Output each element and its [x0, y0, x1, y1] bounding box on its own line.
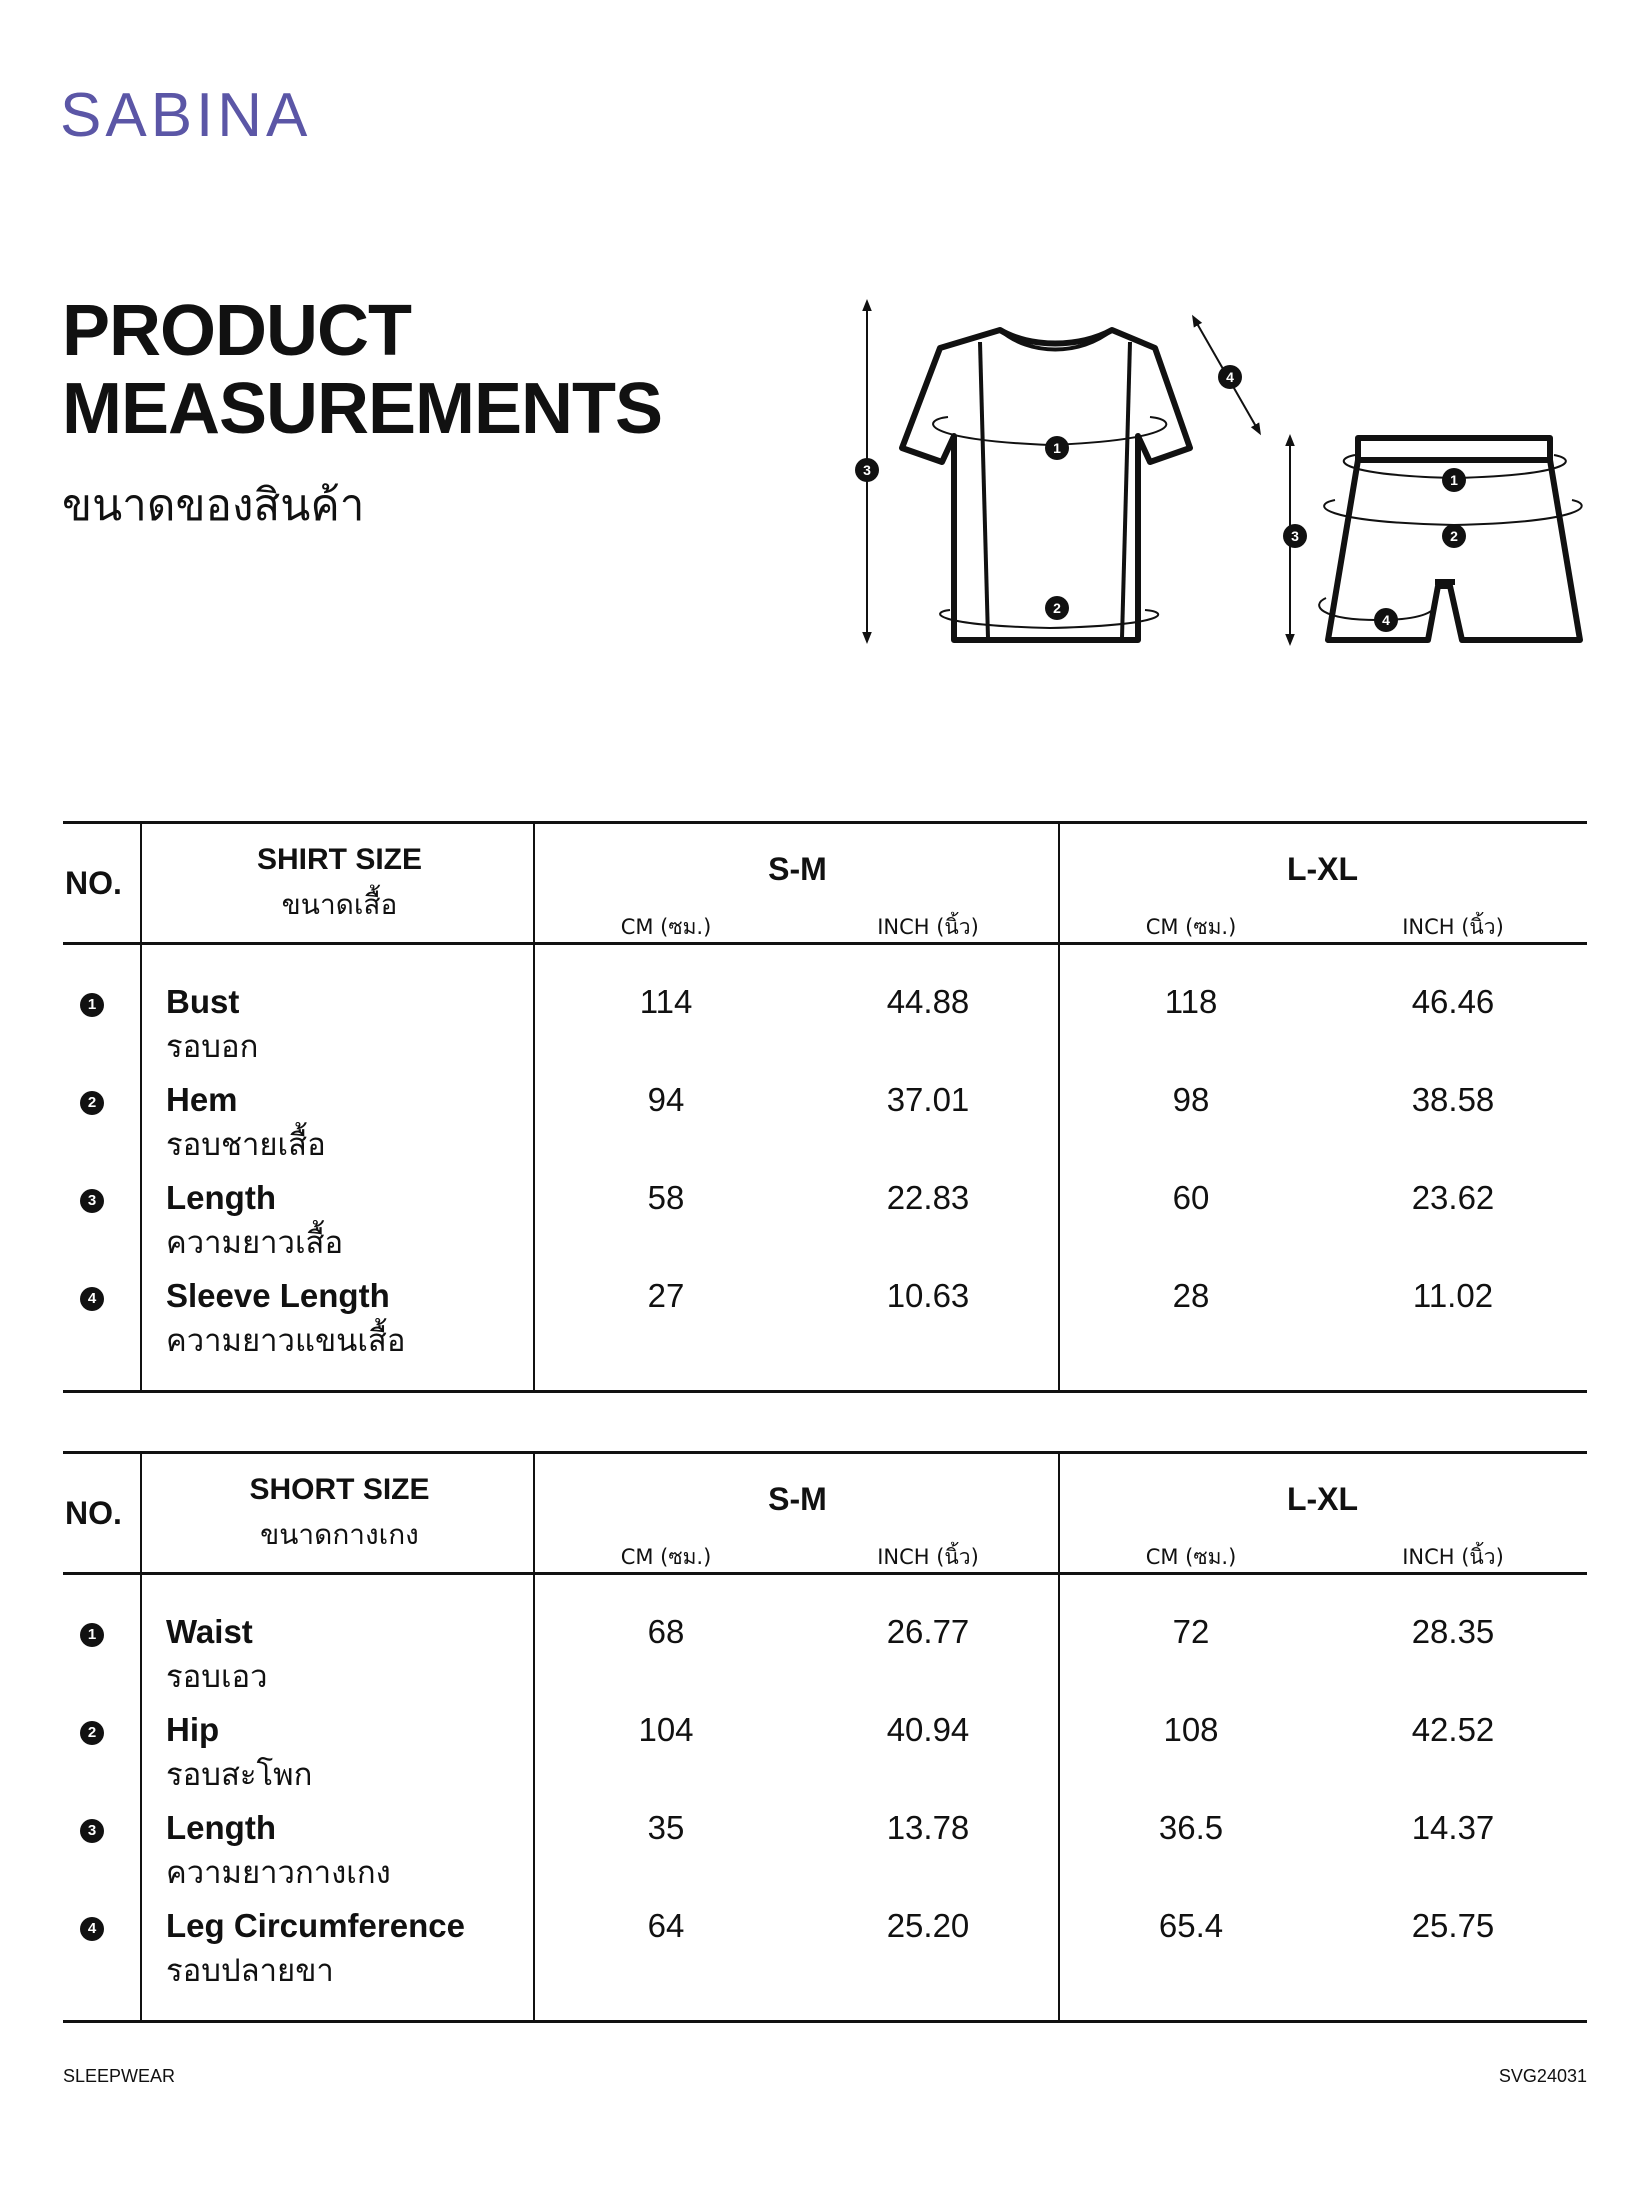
value-cell: 118 — [1164, 983, 1218, 1020]
unit-header: INCH (นิ้ว) — [1402, 915, 1504, 939]
row-number-badge: 3 — [80, 1189, 104, 1213]
value-cell: 94 — [647, 1081, 685, 1118]
measurement-name: Bust — [166, 983, 240, 1020]
value-cell: 104 — [638, 1711, 694, 1748]
row-number-badge: 1 — [80, 1623, 104, 1647]
value-cell: 22.83 — [886, 1179, 970, 1216]
row-number-badge: 1 — [80, 993, 104, 1017]
measurement-name: Leg Circumference — [166, 1907, 465, 1944]
value-cell: 58 — [647, 1179, 685, 1216]
measurement-name-thai: รอบเอว — [166, 1659, 268, 1695]
value-cell: 35 — [647, 1809, 685, 1846]
measurement-name: Hem — [166, 1081, 238, 1118]
unit-header: CM (ซม.) — [620, 915, 712, 939]
value-cell: 64 — [647, 1907, 685, 1944]
footer-category: SLEEPWEAR — [63, 2066, 176, 2086]
shorts-marker-1 — [1442, 468, 1466, 492]
value-cell: 40.94 — [886, 1711, 970, 1748]
unit-header: INCH (นิ้ว) — [877, 1545, 979, 1569]
page-title-line2: MEASUREMENTS — [62, 369, 663, 449]
table-row — [63, 1611, 1587, 1709]
size-group-l-xl: L-XL — [1286, 1481, 1359, 1517]
value-cell: 11.02 — [1412, 1277, 1494, 1314]
shirt-marker-2 — [1045, 596, 1069, 620]
table-row — [63, 1177, 1587, 1275]
table-row — [63, 1709, 1587, 1807]
page-title-line1: PRODUCT — [62, 291, 411, 371]
value-cell: 46.46 — [1411, 983, 1495, 1020]
value-cell: 27 — [647, 1277, 685, 1314]
svg-text:4: 4 — [1382, 612, 1390, 628]
measurement-name-thai: รอบปลายขา — [166, 1953, 334, 1989]
measurement-name-thai: รอบอก — [166, 1029, 259, 1065]
value-cell: 25.20 — [886, 1907, 970, 1944]
measurement-name-thai: ความยาวกางเกง — [166, 1855, 391, 1891]
shirt-outline-icon — [902, 330, 1190, 640]
shirt-marker-1 — [1045, 436, 1069, 460]
shorts-marker-4 — [1374, 608, 1398, 632]
value-cell: 60 — [1172, 1179, 1210, 1216]
row-number-badge: 4 — [80, 1917, 104, 1941]
value-cell: 114 — [639, 983, 693, 1020]
svg-text:4: 4 — [1226, 369, 1234, 385]
size-column-header: SHIRT SIZE — [256, 843, 422, 876]
measurement-name-thai: ความยาวแขนเสื้อ — [166, 1323, 406, 1359]
shirt-marker-3 — [855, 458, 879, 482]
value-cell: 25.75 — [1411, 1907, 1495, 1944]
shirt-marker-4 — [1218, 365, 1242, 389]
footer-product-code: SVG24031 — [1498, 2066, 1587, 2086]
short-size-table — [63, 1451, 1587, 2023]
value-cell: 10.63 — [886, 1277, 970, 1314]
page-subtitle-thai: ขนาดของสินค้า — [62, 480, 365, 531]
value-cell: 36.5 — [1158, 1809, 1224, 1846]
size-group-s-m: S-M — [768, 851, 827, 887]
measurement-name: Waist — [166, 1613, 253, 1650]
table-row — [63, 1807, 1587, 1905]
shirt-size-table — [63, 821, 1587, 1393]
measurement-name-thai: รอบชายเสื้อ — [166, 1127, 326, 1163]
svg-text:2: 2 — [1053, 600, 1061, 616]
measurement-illustration — [850, 290, 1600, 660]
value-cell: 44.88 — [886, 983, 970, 1020]
value-cell: 98 — [1172, 1081, 1210, 1118]
no-column-header: NO. — [65, 865, 122, 901]
value-cell: 13.78 — [886, 1809, 970, 1846]
measurement-name-thai: รอบสะโพก — [166, 1757, 313, 1793]
measurement-name: Sleeve Length — [166, 1277, 390, 1314]
value-cell: 108 — [1163, 1711, 1219, 1748]
value-cell: 38.58 — [1411, 1081, 1495, 1118]
value-cell: 14.37 — [1411, 1809, 1495, 1846]
no-column-header: NO. — [65, 1495, 122, 1531]
size-column-header: SHORT SIZE — [249, 1473, 430, 1506]
row-number-badge: 4 — [80, 1287, 104, 1311]
page-title — [62, 292, 662, 448]
value-cell: 26.77 — [886, 1613, 970, 1650]
shorts-marker-3 — [1283, 524, 1307, 548]
table-row — [63, 1905, 1587, 2003]
table-row — [63, 1275, 1587, 1373]
measurement-name-thai: ความยาวเสื้อ — [166, 1225, 344, 1261]
unit-header: CM (ซม.) — [1145, 1545, 1237, 1569]
value-cell: 72 — [1172, 1613, 1210, 1650]
svg-text:3: 3 — [1291, 528, 1299, 544]
row-number-badge: 3 — [80, 1819, 104, 1843]
value-cell: 28 — [1172, 1277, 1210, 1314]
measurement-name: Length — [166, 1179, 276, 1216]
svg-text:1: 1 — [1450, 472, 1458, 488]
unit-header: INCH (นิ้ว) — [1402, 1545, 1504, 1569]
value-cell: 42.52 — [1411, 1711, 1495, 1748]
size-group-l-xl: L-XL — [1286, 851, 1359, 887]
unit-header: INCH (นิ้ว) — [877, 915, 979, 939]
svg-text:1: 1 — [1053, 440, 1061, 456]
svg-text:2: 2 — [1450, 528, 1458, 544]
unit-header: CM (ซม.) — [1145, 915, 1237, 939]
value-cell: 65.4 — [1158, 1907, 1224, 1944]
value-cell: 23.62 — [1411, 1179, 1495, 1216]
size-group-s-m: S-M — [768, 1481, 827, 1517]
size-column-header-thai: ขนาดเสื้อ — [281, 888, 398, 921]
value-cell: 68 — [647, 1613, 685, 1650]
size-column-header-thai: ขนาดกางเกง — [260, 1518, 419, 1551]
measurement-name: Length — [166, 1809, 276, 1846]
svg-text:3: 3 — [863, 462, 871, 478]
unit-header: CM (ซม.) — [620, 1545, 712, 1569]
measurement-name: Hip — [166, 1711, 220, 1748]
value-cell: 37.01 — [886, 1081, 970, 1118]
brand-logo: SABINA — [60, 81, 312, 150]
table-row — [63, 1079, 1587, 1177]
value-cell: 28.35 — [1411, 1613, 1495, 1650]
row-number-badge: 2 — [80, 1091, 104, 1115]
table-row — [63, 981, 1587, 1079]
shorts-marker-2 — [1442, 524, 1466, 548]
row-number-badge: 2 — [80, 1721, 104, 1745]
